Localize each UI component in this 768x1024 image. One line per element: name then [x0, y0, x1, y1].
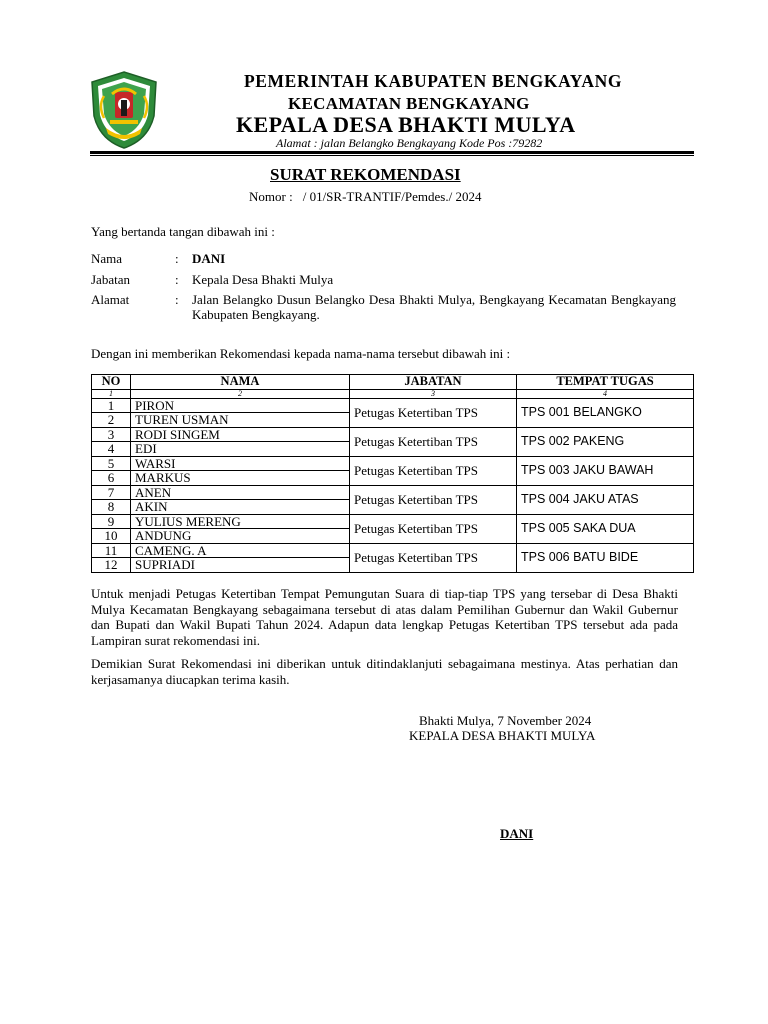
- row-tempat-tugas: TPS 003 JAKU BAWAH: [517, 456, 694, 485]
- row-tempat-tugas: TPS 004 JAKU ATAS: [517, 485, 694, 514]
- row-no: 12: [92, 558, 131, 573]
- row-nama: ANEN: [131, 485, 350, 500]
- row-no: 8: [92, 500, 131, 515]
- row-nama: PIRON: [131, 398, 350, 413]
- index-cell: 3: [350, 389, 517, 398]
- row-jabatan: Petugas Ketertiban TPS: [350, 514, 517, 543]
- row-jabatan: Petugas Ketertiban TPS: [350, 456, 517, 485]
- row-no: 5: [92, 456, 131, 471]
- letterhead-rule-thin: [90, 155, 694, 156]
- letterhead-village-head: KEPALA DESA BHAKTI MULYA: [236, 112, 576, 137]
- row-tempat-tugas: TPS 005 SAKA DUA: [517, 514, 694, 543]
- jabatan-label: Jabatan: [91, 272, 130, 287]
- header-jabatan: JABATAN: [350, 375, 517, 390]
- row-jabatan: Petugas Ketertiban TPS: [350, 398, 517, 427]
- purpose-paragraph: Untuk menjadi Petugas Ketertiban Tempat Pemungutan Suara di tiap-tiap TPS yang tersebar di Desa Bhakti Mulya Kecamatan Bengkayang sebagaimana tersebut di atas dalam Pemilihan Gubernur dan Wakil Gubernur dan Bupati dan Wakil Bupati Tahun 2024. Adapun data lengkap Petugas Ketertiban TPS tersebut ada pada Lampiran surat rekomendasi ini.: [91, 586, 678, 648]
- table-row: [92, 398, 694, 413]
- row-nama: SUPRIADI: [131, 558, 350, 573]
- closing-paragraph: Demikian Surat Rekomendasi ini diberikan untuk ditindaklanjuti sebagaimana mestinya. Atas perhatian dan kerjasamanya diucapkan terima kasih.: [91, 656, 678, 687]
- alamat-value: Jalan Belangko Dusun Belangko Desa Bhakti Mulya, Bengkayang Kecamatan Bengkayang Kabupaten Bengkayang.: [192, 292, 676, 322]
- letterhead-address: Alamat : jalan Belangko Bengkayang Kode Pos :79282: [276, 136, 543, 150]
- index-cell: 1: [92, 389, 131, 398]
- alamat-colon: :: [175, 292, 179, 307]
- alamat-label: Alamat: [91, 292, 130, 307]
- table-header-row: [92, 375, 694, 390]
- row-tempat-tugas: TPS 001 BELANGKO: [517, 398, 694, 427]
- nama-value: DANI: [192, 251, 226, 266]
- regency-emblem-icon: [88, 70, 160, 150]
- recommendation-intro: Dengan ini memberikan Rekomendasi kepada nama-nama tersebut dibawah ini :: [91, 346, 511, 361]
- row-nama: AKIN: [131, 500, 350, 515]
- header-nama: NAMA: [131, 375, 350, 390]
- signature-name: DANI: [500, 826, 534, 841]
- document-number: [249, 189, 481, 205]
- signature-title: KEPALA DESA BHAKTI MULYA: [409, 728, 596, 743]
- table-row: [92, 514, 694, 529]
- table-index-row: [92, 389, 694, 398]
- index-cell: 2: [131, 389, 350, 398]
- row-no: 10: [92, 529, 131, 544]
- table-row: [92, 456, 694, 471]
- row-nama: TUREN USMAN: [131, 413, 350, 428]
- header-tempat-tugas: TEMPAT TUGAS: [517, 375, 694, 390]
- row-no: 6: [92, 471, 131, 486]
- letterhead-rule-thick: [90, 151, 694, 154]
- document-number-value: / 01/SR-TRANTIF/Pemdes./ 2024: [302, 189, 482, 204]
- row-nama: MARKUS: [131, 471, 350, 486]
- row-nama: RODI SINGEM: [131, 427, 350, 442]
- document-number-label: Nomor :: [249, 189, 293, 204]
- nama-label: Nama: [91, 251, 123, 266]
- intro-text: Yang bertanda tangan dibawah ini :: [91, 224, 275, 239]
- table-row: [92, 485, 694, 500]
- row-nama: ANDUNG: [131, 529, 350, 544]
- jabatan-colon: :: [175, 272, 179, 287]
- row-nama: EDI: [131, 442, 350, 457]
- row-no: 11: [92, 543, 131, 558]
- row-no: 1: [92, 398, 131, 413]
- row-no: 9: [92, 514, 131, 529]
- signature-place-date: Bhakti Mulya, 7 November 2024: [419, 713, 592, 728]
- row-jabatan: Petugas Ketertiban TPS: [350, 427, 517, 456]
- row-no: 3: [92, 427, 131, 442]
- index-cell: 4: [517, 389, 694, 398]
- row-tempat-tugas: TPS 006 BATU BIDE: [517, 543, 694, 572]
- header-no: NO: [92, 375, 131, 390]
- row-nama: WARSI: [131, 456, 350, 471]
- letterhead-government: PEMERINTAH KABUPATEN BENGKAYANG: [244, 71, 623, 91]
- row-jabatan: Petugas Ketertiban TPS: [350, 543, 517, 572]
- table-row: [92, 543, 694, 558]
- row-no: 7: [92, 485, 131, 500]
- nama-colon: :: [175, 251, 179, 266]
- row-no: 2: [92, 413, 131, 428]
- document-title: SURAT REKOMENDASI: [270, 165, 461, 184]
- row-tempat-tugas: TPS 002 PAKENG: [517, 427, 694, 456]
- row-nama: CAMENG. A: [131, 543, 350, 558]
- row-no: 4: [92, 442, 131, 457]
- row-jabatan: Petugas Ketertiban TPS: [350, 485, 517, 514]
- table-row: [92, 427, 694, 442]
- letterhead-district: KECAMATAN BENGKAYANG: [288, 94, 530, 113]
- jabatan-value: Kepala Desa Bhakti Mulya: [192, 272, 334, 287]
- row-nama: YULIUS MERENG: [131, 514, 350, 529]
- recommendation-table: [91, 374, 694, 573]
